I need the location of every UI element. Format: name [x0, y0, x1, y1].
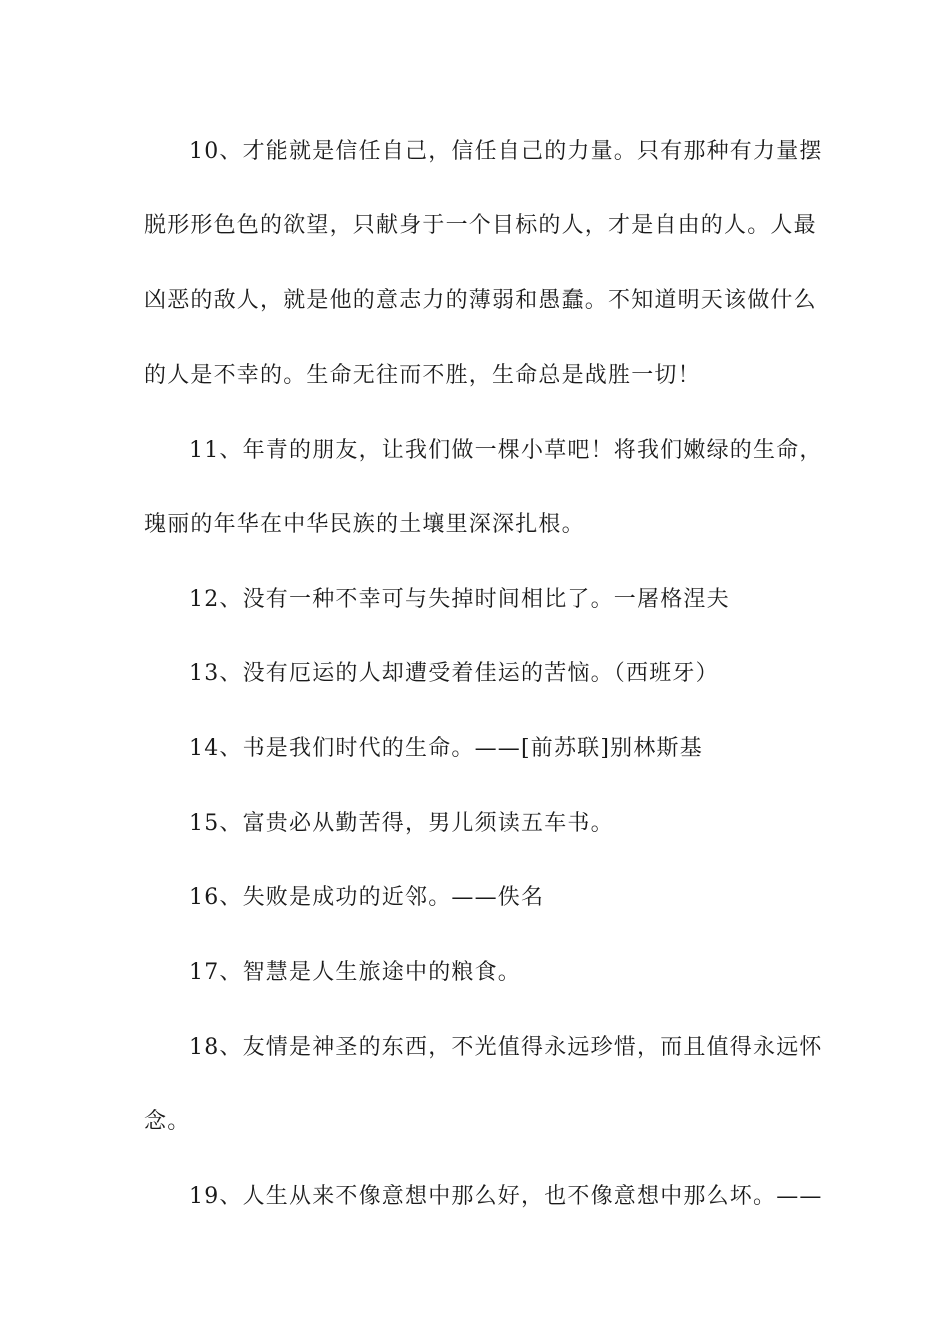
- text-line: 15、富贵必从勤苦得，男儿须读五车书。: [189, 811, 614, 836]
- text-line: 凶恶的敌人，就是他的意志力的薄弱和愚蠢。不知道明天该做什么: [144, 288, 817, 313]
- text-line: 瑰丽的年华在中华民族的土壤里深深扎根。: [144, 512, 585, 537]
- text-line: 16、失败是成功的近邻。——佚名: [189, 885, 545, 910]
- text-line: 10、才能就是信任自己，信任自己的力量。只有那种有力量摆: [189, 139, 823, 164]
- text-line: 脱形形色色的欲望，只献身于一个目标的人，才是自由的人。人最: [144, 213, 817, 238]
- text-line: 17、智慧是人生旅途中的粮食。: [189, 960, 521, 985]
- text-line: 13、没有厄运的人却遭受着佳运的苦恼。（西班牙）: [189, 661, 719, 686]
- text-line: 14、书是我们时代的生命。——[前苏联]别林斯基: [189, 736, 703, 761]
- text-line: 18、友情是神圣的东西，不光值得永远珍惜，而且值得永远怀: [189, 1035, 823, 1060]
- text-line: 11、年青的朋友，让我们做一棵小草吧！将我们嫩绿的生命，: [189, 438, 823, 463]
- text-line: 的人是不幸的。生命无往而不胜，生命总是战胜一切！: [144, 363, 701, 388]
- text-line: 念。: [144, 1109, 191, 1134]
- text-line: 12、没有一种不幸可与失掉时间相比了。一屠格涅夫: [189, 587, 730, 612]
- text-line: 19、人生从来不像意想中那么好，也不像意想中那么坏。——: [189, 1184, 823, 1209]
